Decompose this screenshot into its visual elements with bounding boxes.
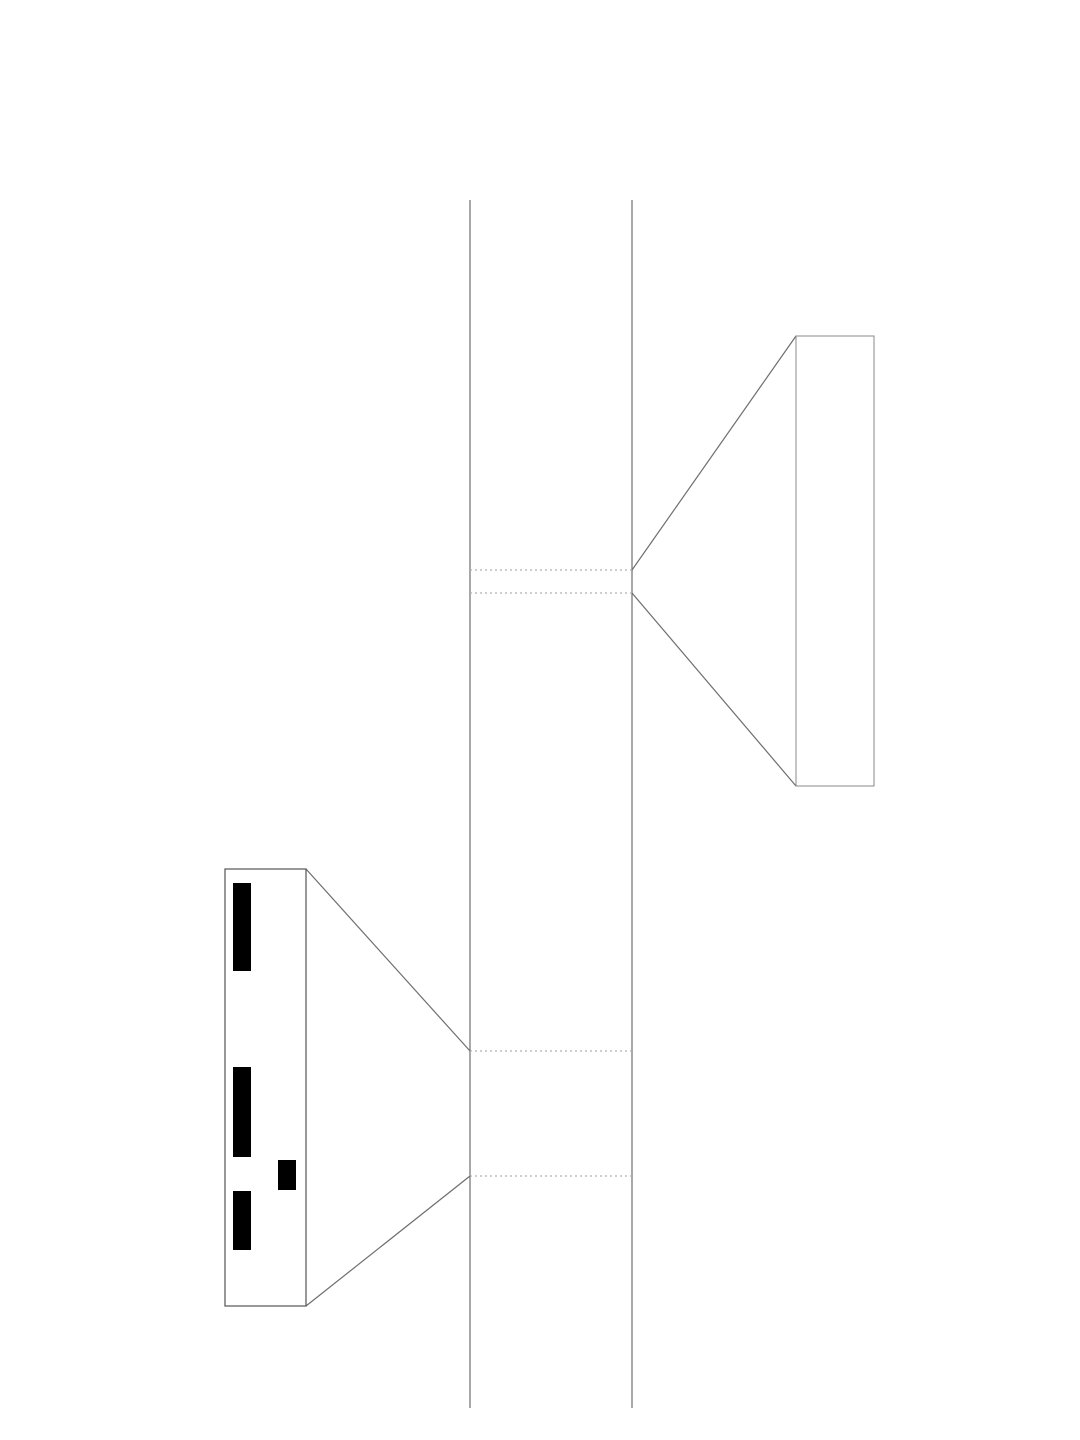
visible-color-scale bbox=[796, 336, 874, 786]
vhf-7-13-band bbox=[233, 1067, 251, 1157]
visible-zoom-line-bottom bbox=[632, 593, 796, 786]
uhf-band bbox=[233, 883, 251, 971]
radio-zoom-line-top bbox=[306, 869, 470, 1051]
vhf-2-6-band bbox=[233, 1191, 251, 1250]
radio-zoom-line-bottom bbox=[306, 1176, 470, 1306]
fm-band bbox=[278, 1160, 296, 1190]
visible-zoom-line-top bbox=[632, 336, 796, 570]
